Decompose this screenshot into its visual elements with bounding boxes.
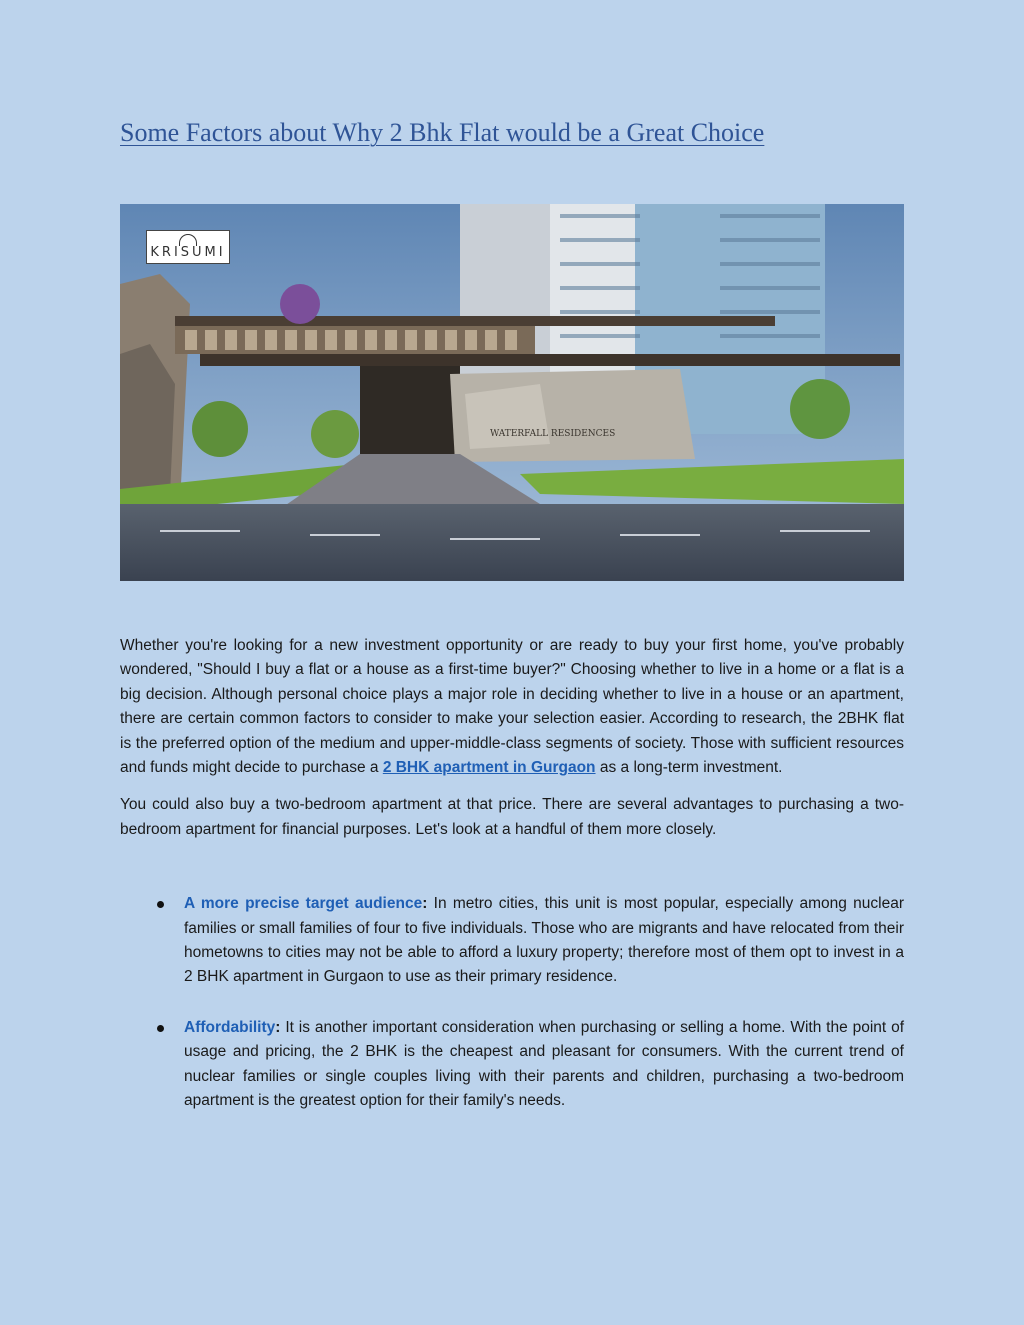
hero-image xyxy=(120,204,904,581)
bullet-term: Affordability xyxy=(184,1018,276,1036)
bullet-text: It is another important consideration when purchasing or selling a home. With the point of usage and pricing, the 2 BHK is the cheapest and pleasant for consumers. With the current trend of nuclear families or single couples living with their parents and children, purchasing a two-bedroom apartment is the greatest option for their family's needs. xyxy=(184,1018,904,1110)
intro-text-after: as a long-term investment. xyxy=(595,759,783,777)
factor-list xyxy=(120,892,904,1113)
apartment-gurgaon-link[interactable]: 2 BHK apartment in Gurgaon xyxy=(382,759,596,777)
bullet-colon: : xyxy=(275,1018,281,1036)
bullet-icon xyxy=(157,1025,164,1032)
intro-paragraph xyxy=(120,634,904,780)
building-illustration xyxy=(120,204,904,581)
article-body xyxy=(120,634,904,1140)
hero-sign-text: WATERFALL RESIDENCES xyxy=(490,429,616,439)
intro-text: Whether you're looking for a new investment opportunity or are ready to buy your first home, you've probably wondered, "Should I buy a flat or a house as a first-time buyer?" Choosing whether to live in a home or a flat is a big decision. Although personal choice plays a major role in deciding whether to live in a house or an apartment, there are certain common factors to consider to make your selection easier. According to research, the 2BHK flat is the preferred option of the medium and upper-middle-class segments of society. Those with sufficient resources and funds might decide to purchase a xyxy=(120,637,904,777)
bullet-text: In metro cities, this unit is most popular, especially among nuclear families or small families of four to five individuals. Those who are migrants and have relocated from their hometowns to cities may not be able to afford a luxury property; therefore most of them opt to invest in a 2 BHK apartment in Gurgaon to use as their primary residence. xyxy=(184,895,904,986)
list-item xyxy=(120,1016,904,1114)
logo-text: KRISUMI xyxy=(150,245,226,260)
list-item xyxy=(120,892,904,990)
second-paragraph: You could also buy a two-bedroom apartment at that price. There are several advantages to purchasing a two-bedroom apartment for financial purposes. Let's look at a handful of them more closely. xyxy=(120,796,904,838)
bullet-colon: : xyxy=(422,895,428,913)
page-title: Some Factors about Why 2 Bhk Flat would be a Great Choice xyxy=(120,118,765,147)
logo-arc-icon xyxy=(179,234,197,246)
krisumi-logo xyxy=(146,230,230,264)
bullet-icon xyxy=(157,901,164,908)
bullet-term: A more precise target audience xyxy=(184,895,423,913)
